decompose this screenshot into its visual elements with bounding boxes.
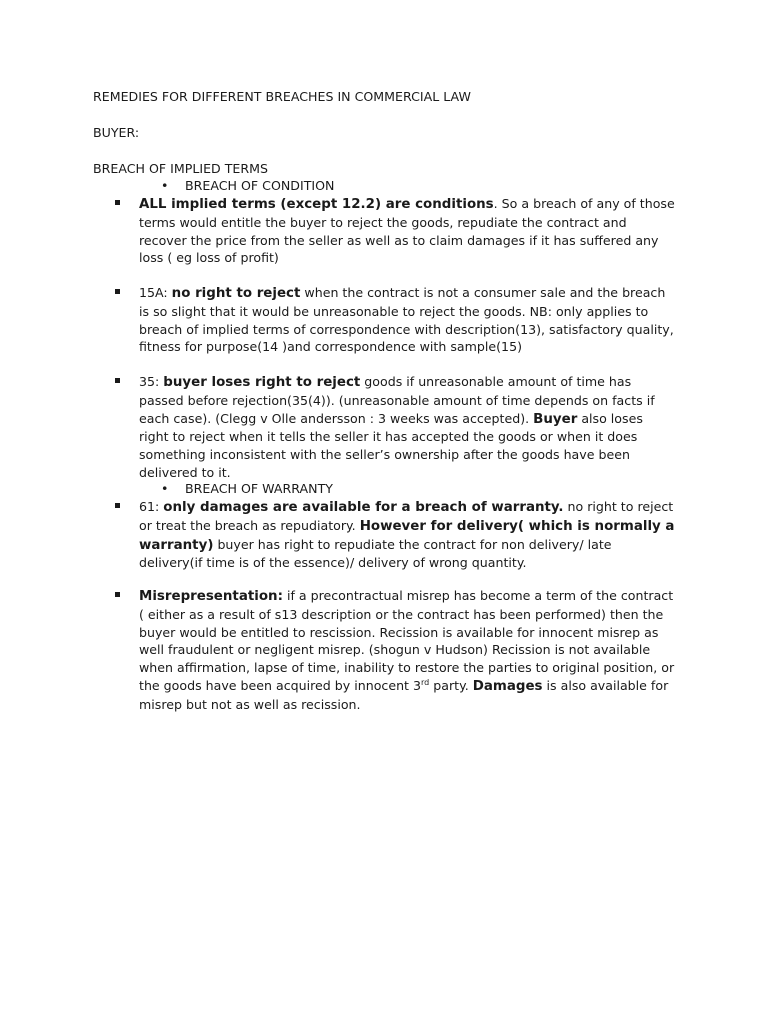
bullet-dot-icon: • <box>161 178 169 193</box>
list-item-body <box>139 498 675 572</box>
item-text: no right to reject or treat the breach as repudiatory. <box>139 499 674 533</box>
item-emphasis: only damages are available for a breach of warranty. <box>163 500 564 515</box>
item-emphasis-2: Buyer <box>533 411 578 427</box>
list-item-body <box>139 373 675 482</box>
list-item-body <box>139 195 675 267</box>
item-prefix: 61: <box>139 499 164 514</box>
list-item-body <box>139 587 675 714</box>
item-text: . So a breach of any of those terms would entitle the buyer to reject the goods, repudiate the contract and recover the price from the seller as well as to claim damages if it has suffered any loss ( eg loss of profit) <box>139 196 675 266</box>
list-item-body <box>139 284 675 356</box>
item-emphasis: buyer loses right to reject <box>163 375 361 390</box>
square-bullet-icon <box>115 592 120 597</box>
item-text-2: also loses right to reject when it tells the seller it has accepted the goods or when it does something inconsistent with the seller’s ownership after the goods have been delivered to it. <box>139 410 643 480</box>
item-text: if a precontractual misrep has become a term of the contract ( either as a result of s13 description or the contract has been performed) then the buyer would be entitled to rescission. Recission is available for innocent misrep as well fraudulent or negligent misrep. (shogun v Hudson) Recission is not available when affirmation, lapse of time, inability to restore the parties to original position, or the goods have been acquired by innocent 3 <box>139 588 675 693</box>
item-emphasis: ALL implied terms (except 12.2) are conditions <box>139 197 494 212</box>
item-prefix: 35: <box>139 374 164 389</box>
square-bullet-icon <box>115 289 120 294</box>
item-text-2: party. <box>429 677 473 693</box>
item-emphasis: Misrepresentation: <box>139 589 283 604</box>
item-emphasis: no right to reject <box>171 286 301 301</box>
ordinal-superscript: rd <box>421 677 430 687</box>
item-emphasis-2: However for delivery( which is normally a warranty) <box>139 518 675 553</box>
item-emphasis-2: Damages <box>472 678 543 694</box>
square-bullet-icon <box>115 200 120 205</box>
square-bullet-icon <box>115 378 120 383</box>
square-bullet-icon <box>115 503 120 508</box>
condition-heading-text: BREACH OF CONDITION <box>185 178 335 193</box>
item-text: when the contract is not a consumer sale and the breach is so slight that it would be unreasonable to reject the goods. NB: only applies to breach of implied terms of correspondence with description(13), satisfactory quality, fitness for purpose(14 )and correspondence with sample(15) <box>139 285 674 355</box>
warranty-heading-text: BREACH OF WARRANTY <box>185 481 333 496</box>
item-prefix: 15A: <box>139 285 172 300</box>
item-text: goods if unreasonable amount of time has passed before rejection(35(4)). (unreasonable amount of time depends on facts if each case). (Clegg v Olle andersson : 3 weeks was accepted). <box>139 374 655 426</box>
item-text-2: buyer has right to repudiate the contract for non delivery/ late delivery(if time is of the essence)/ delivery of wrong quantity. <box>139 536 612 571</box>
document-title: REMEDIES FOR DIFFERENT BREACHES IN COMMERCIAL LAW <box>93 89 471 104</box>
section-heading: BREACH OF IMPLIED TERMS <box>93 161 268 176</box>
item-text-3: is also available for misrep but not as well as recission. <box>139 677 669 712</box>
party-heading: BUYER: <box>93 125 140 140</box>
bullet-dot-icon: • <box>161 481 169 496</box>
